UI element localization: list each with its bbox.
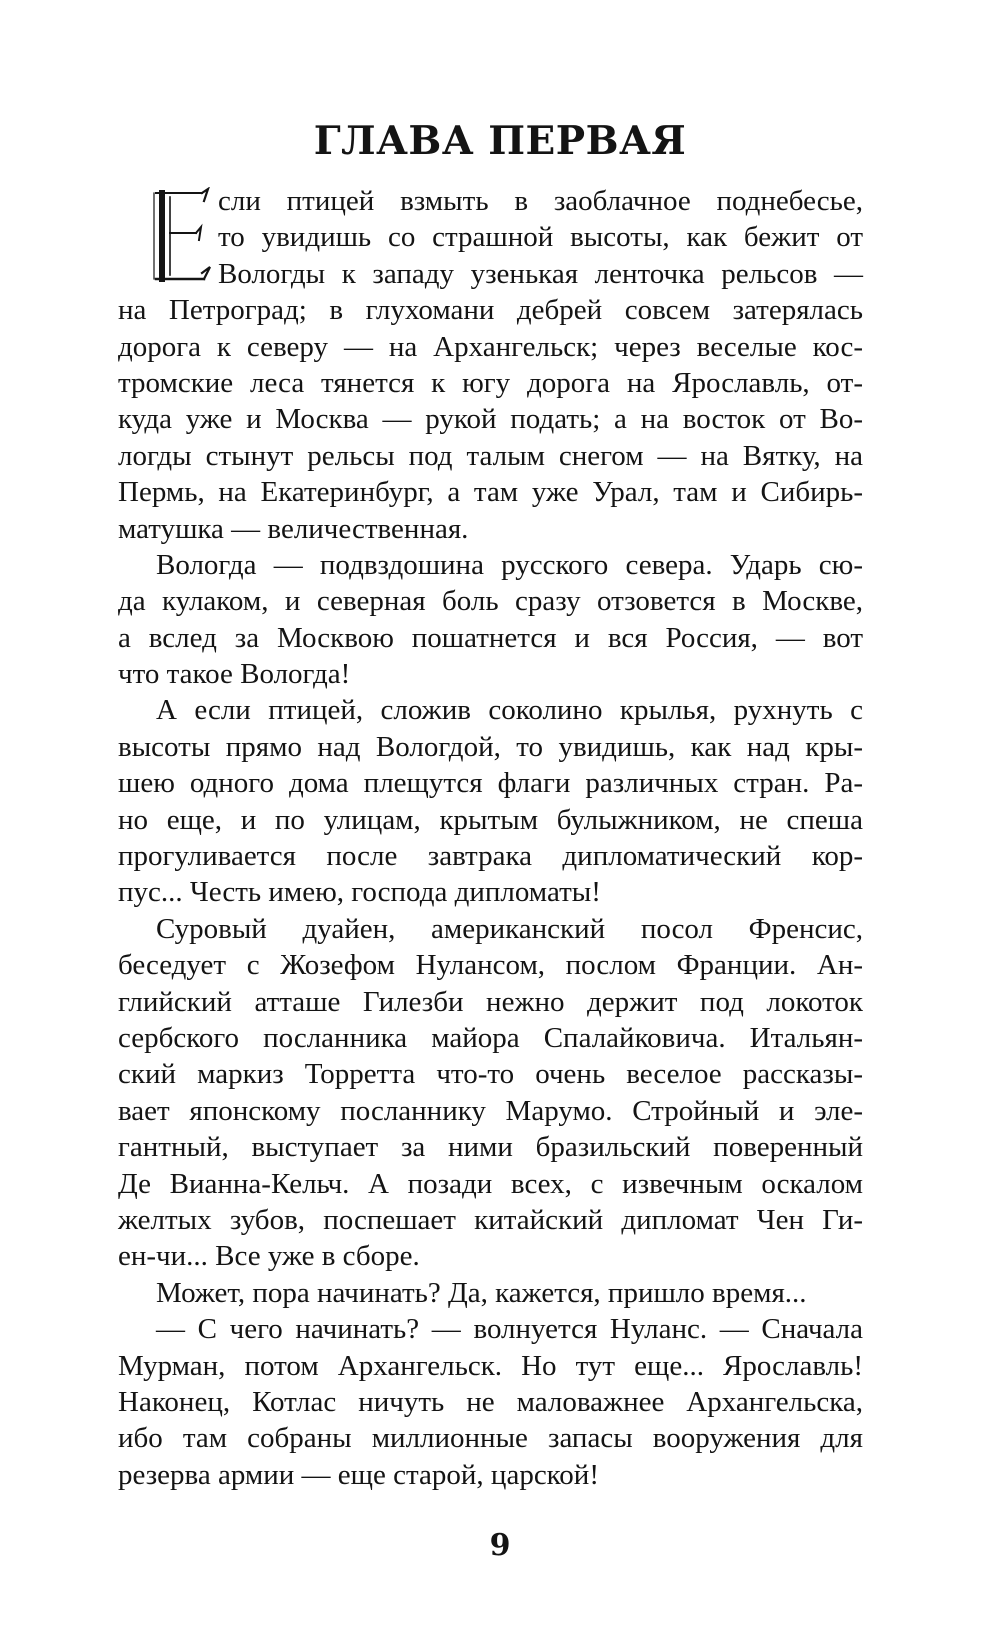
text-line: тромские леса тянется к югу дорога на Ярославль, от-: [118, 366, 863, 399]
body-text: [118, 183, 863, 1493]
text-line: резерва армии — еще старой, царской!: [118, 1458, 599, 1491]
text-line: матушка — величественная.: [118, 512, 469, 545]
text-line: шею одного дома плещутся флаги различных стран. Ра-: [118, 767, 863, 800]
text-line: логды стынут рельсы под талым снегом — на Вятку, на: [118, 439, 863, 472]
text-line: ский маркиз Торретта что-то очень веселое рассказы-: [118, 1058, 863, 1091]
chapter-title: ГЛАВА ПЕРВАЯ: [313, 118, 687, 164]
text-line: то увидишь со страшной высоты, как бежит от: [218, 221, 863, 254]
text-line: прогуливается после завтрака дипломатический кор-: [118, 840, 863, 873]
text-line: сли птицей взмыть в заоблачное поднебесье,: [218, 185, 863, 217]
text-line: что такое Вологда!: [118, 658, 351, 691]
text-line: сербского посланника майора Спалайковича. Итальян-: [118, 1021, 863, 1054]
text-line: желтых зубов, поспешает китайский дипломат Чен Ги-: [118, 1203, 863, 1236]
text-line: пус... Честь имею, господа дипломаты!: [118, 876, 601, 909]
text-line: ибо там собраны миллионные запасы вооружения для: [118, 1422, 863, 1455]
text-line: да кулаком, и северная боль сразу отзовется в Москве,: [118, 585, 863, 618]
text-line: но еще, и по улицам, крытым булыжником, не спеша: [118, 803, 863, 836]
text-line: Мурман, потом Архангельск. Но тут еще... Ярославль!: [118, 1349, 863, 1382]
text-line: гантный, выступает за ними бразильский поверенный: [118, 1131, 863, 1164]
text-line: куда уже и Москва — рукой подать; а на восток от Во-: [118, 403, 863, 436]
text-line: дорога к северу — на Архангельск; через веселые кос-: [118, 330, 863, 363]
text-line: на Петроград; в глухомани дебрей совсем затерялась: [118, 294, 863, 327]
text-line: ен-чи... Все уже в сборе.: [118, 1240, 420, 1273]
text-line: глийский атташе Гилезби нежно держит под локоток: [118, 985, 863, 1018]
text-line: — С чего начинать? — волнуется Нуланс. — Сначала: [156, 1313, 863, 1346]
text-line: Наконец, Котлас ничуть не маловажнее Архангельска,: [118, 1385, 863, 1418]
text-line: Вологда — подвздошина русского севера. Ударь сю-: [156, 548, 863, 581]
text-line: вает японскому посланнику Марумо. Стройный и эле-: [118, 1094, 863, 1127]
text-line: а вслед за Москвою пошатнется и вся Россия, — вот: [118, 621, 863, 654]
text-line: Может, пора начинать? Да, кажется, пришло время...: [156, 1276, 807, 1309]
text-line: Де Вианна-Кельч. А позади всех, с извечным оскалом: [118, 1167, 863, 1200]
text-line: А если птицей, сложив соколино крылья, рухнуть с: [156, 694, 863, 727]
text-line: Пермь, на Екатеринбург, а там уже Урал, там и Сибирь-: [118, 476, 863, 509]
text-line: высоты прямо над Вологдой, то увидишь, как над кры-: [118, 730, 863, 763]
text-line: Суровый дуайен, американский посол Френсис,: [156, 912, 863, 945]
text-line: Вологды к западу узенькая ленточка рельсов —: [218, 257, 863, 290]
text-line: беседует с Жозефом Нулансом, послом Франции. Ан-: [118, 949, 863, 982]
page-number: 9: [489, 1528, 511, 1563]
